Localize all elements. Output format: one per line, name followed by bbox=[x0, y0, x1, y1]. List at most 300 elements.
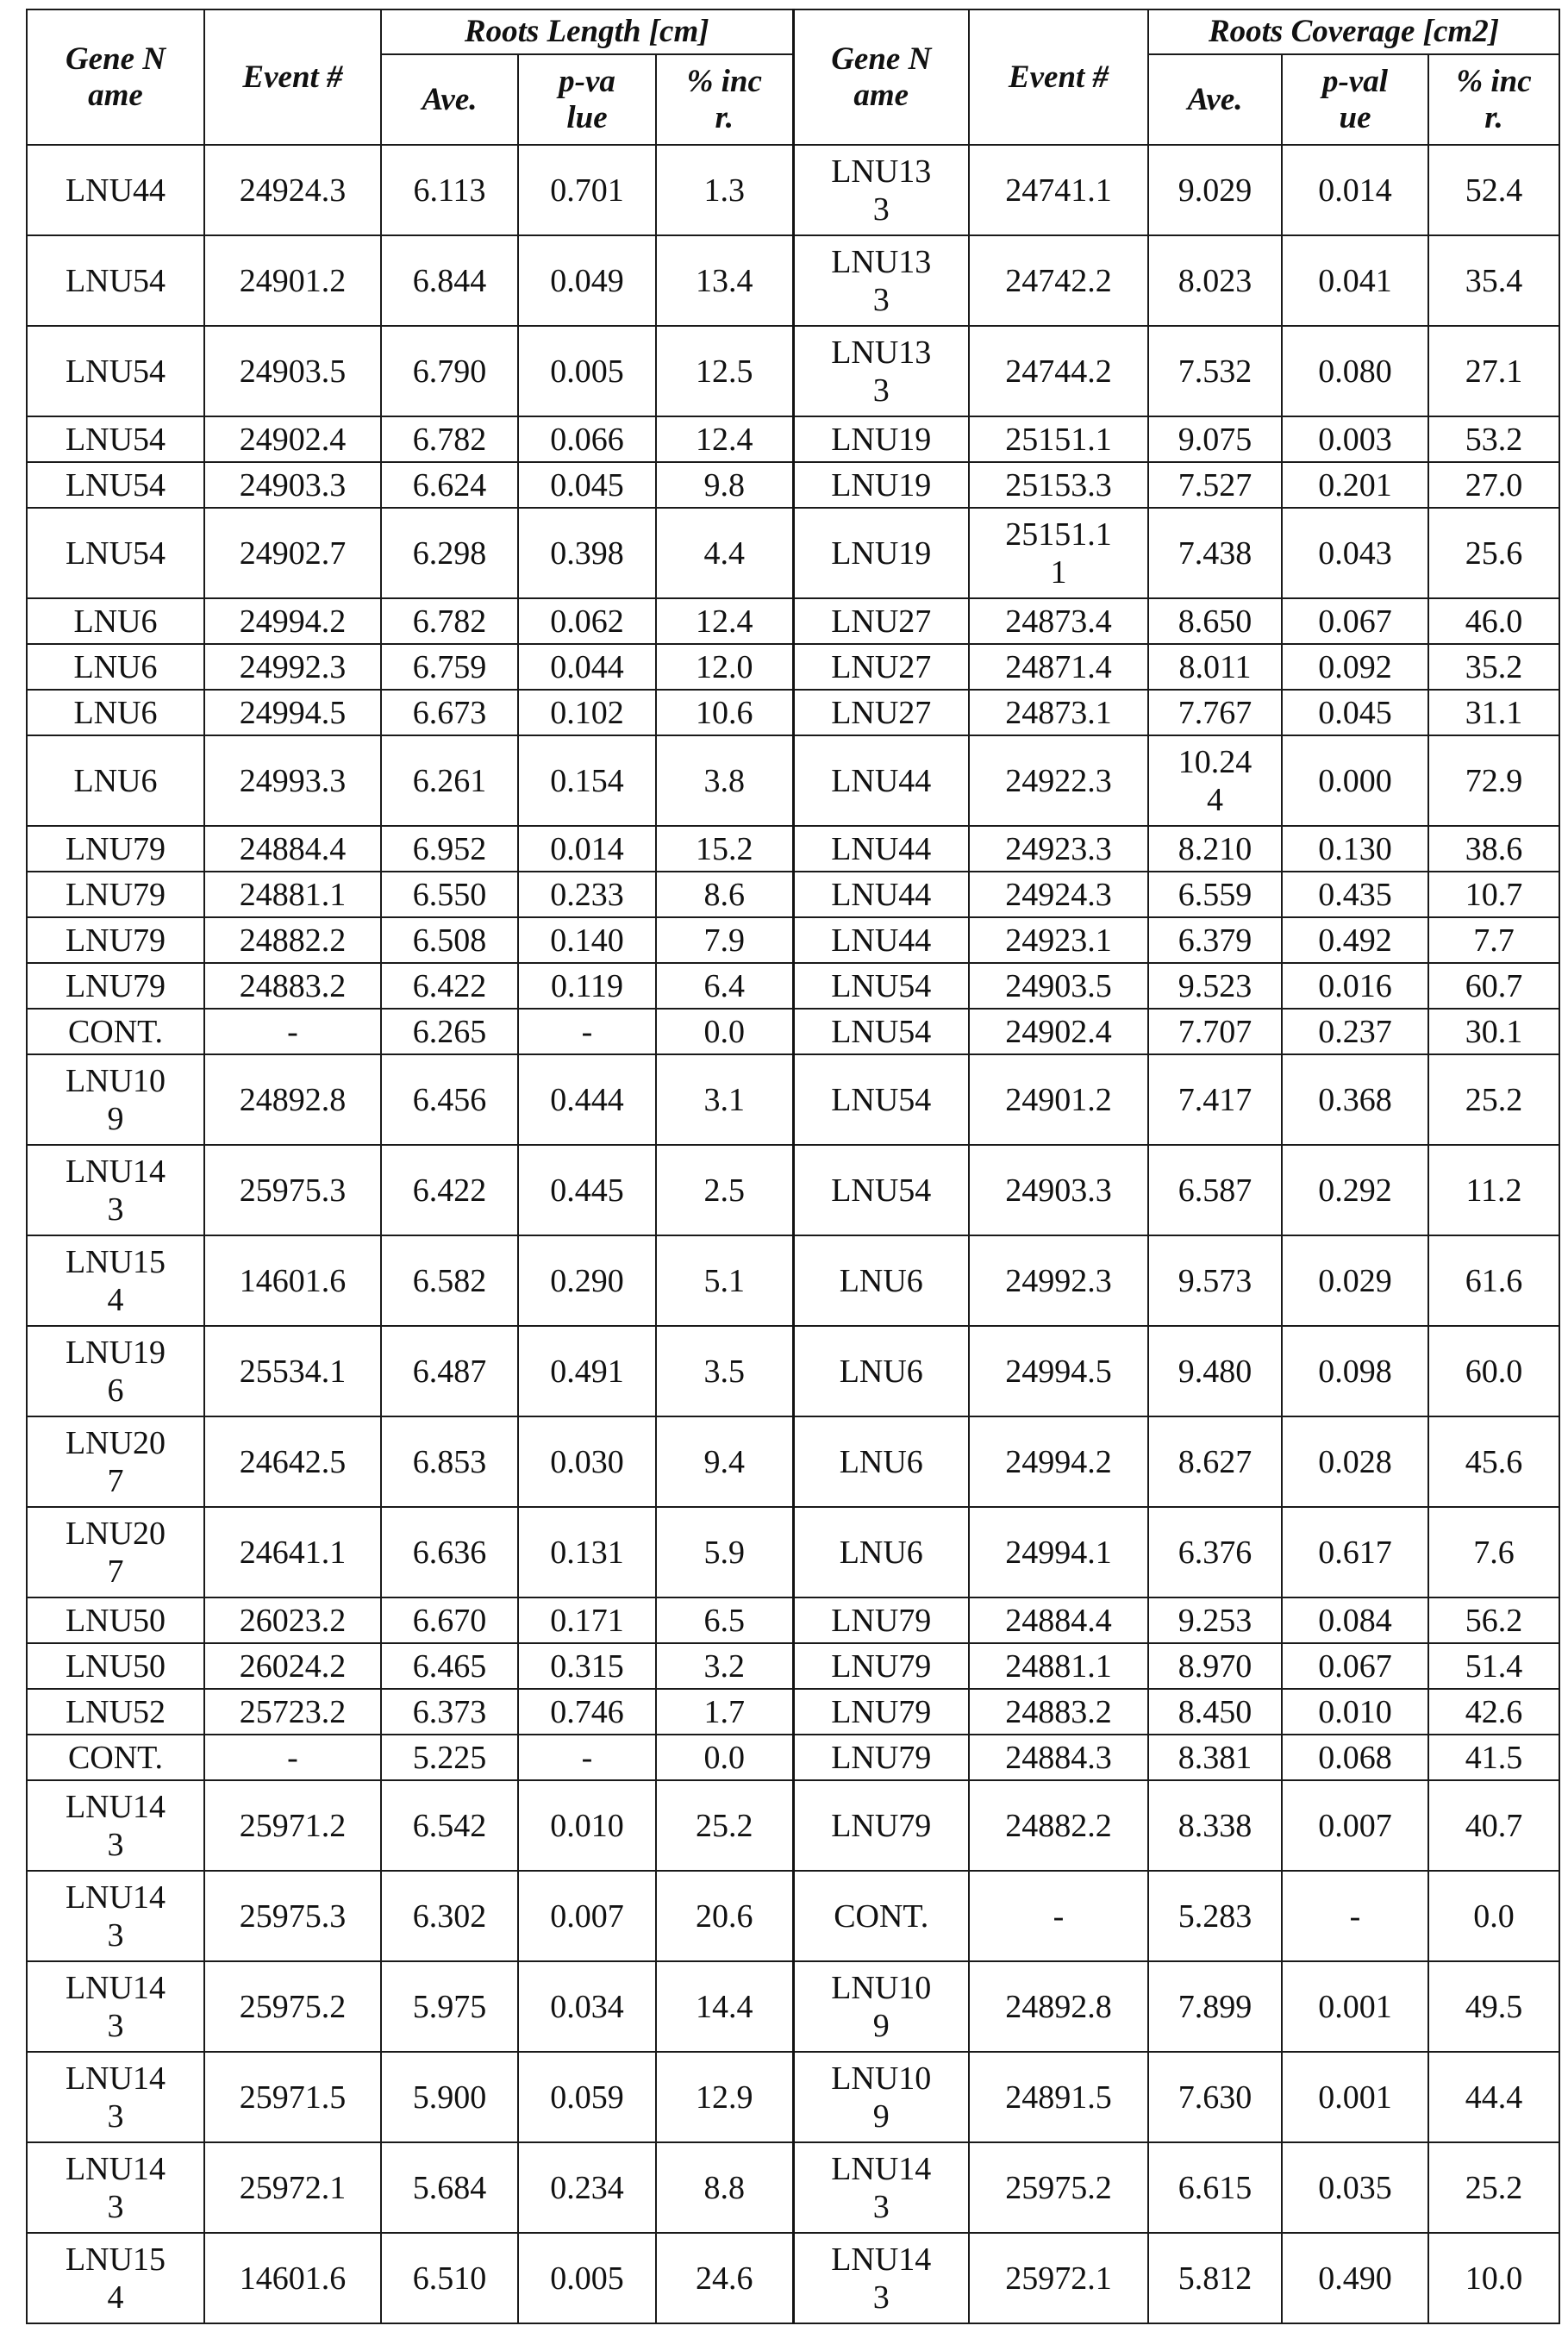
cell-left-event-number: 24883.2 bbox=[204, 963, 381, 1009]
cell-right-roots-coverage-pct-incr: 7.7 bbox=[1428, 917, 1559, 963]
cell-left-event-number: 24993.3 bbox=[204, 735, 381, 826]
cell-right-roots-coverage-p-value: 0.028 bbox=[1282, 1416, 1428, 1507]
cell-left-gene-name: LNU79 bbox=[27, 826, 204, 872]
cell-right-event-number: 24922.3 bbox=[969, 735, 1148, 826]
cell-right-event-number: 24903.3 bbox=[969, 1145, 1148, 1235]
cell-left-gene-name: CONT. bbox=[27, 1735, 204, 1780]
cell-right-roots-coverage-p-value: 0.016 bbox=[1282, 963, 1428, 1009]
cell-right-roots-coverage-p-value: 0.368 bbox=[1282, 1054, 1428, 1145]
cell-right-roots-coverage-ave: 9.029 bbox=[1148, 145, 1282, 235]
cell-left-event-number: 24992.3 bbox=[204, 644, 381, 690]
cell-left-roots-length-p-value: 0.701 bbox=[518, 145, 656, 235]
cell-left-roots-length-p-value: 0.045 bbox=[518, 462, 656, 508]
cell-left-roots-length-p-value: 0.066 bbox=[518, 416, 656, 462]
results-table bbox=[26, 9, 1560, 2324]
table-row bbox=[27, 326, 1559, 416]
cell-left-event-number: 24903.5 bbox=[204, 326, 381, 416]
cell-right-gene-name: LNU6 bbox=[793, 1507, 969, 1597]
cell-left-roots-length-pct-incr: 2.5 bbox=[656, 1145, 793, 1235]
cell-right-roots-coverage-ave: 7.532 bbox=[1148, 326, 1282, 416]
cell-right-roots-coverage-pct-incr: 7.6 bbox=[1428, 1507, 1559, 1597]
cell-left-roots-length-pct-incr: 9.4 bbox=[656, 1416, 793, 1507]
cell-left-roots-length-pct-incr: 4.4 bbox=[656, 508, 793, 598]
table-row bbox=[27, 1871, 1559, 1961]
cell-right-roots-coverage-p-value: 0.201 bbox=[1282, 462, 1428, 508]
table-row bbox=[27, 1145, 1559, 1235]
cell-right-roots-coverage-p-value: 0.080 bbox=[1282, 326, 1428, 416]
cell-left-gene-name: LNU44 bbox=[27, 145, 204, 235]
cell-left-roots-length-pct-incr: 12.4 bbox=[656, 598, 793, 644]
table-row bbox=[27, 2142, 1559, 2233]
cell-left-roots-length-p-value: 0.140 bbox=[518, 917, 656, 963]
cell-right-roots-coverage-pct-incr: 44.4 bbox=[1428, 2052, 1559, 2142]
cell-right-roots-coverage-pct-incr: 72.9 bbox=[1428, 735, 1559, 826]
cell-right-event-number: 24883.2 bbox=[969, 1689, 1148, 1735]
cell-left-gene-name: LNU79 bbox=[27, 872, 204, 917]
table-row bbox=[27, 690, 1559, 735]
header-gene-name-left: Gene Name bbox=[27, 9, 204, 145]
cell-right-gene-name: LNU27 bbox=[793, 690, 969, 735]
cell-right-roots-coverage-ave: 5.283 bbox=[1148, 1871, 1282, 1961]
cell-right-event-number: 24884.3 bbox=[969, 1735, 1148, 1780]
cell-right-roots-coverage-pct-incr: 45.6 bbox=[1428, 1416, 1559, 1507]
cell-right-gene-name: LNU54 bbox=[793, 1009, 969, 1054]
cell-left-event-number: 25971.2 bbox=[204, 1780, 381, 1871]
cell-right-gene-name: LNU19 bbox=[793, 508, 969, 598]
cell-right-gene-name: LNU54 bbox=[793, 1145, 969, 1235]
cell-right-gene-name: LNU54 bbox=[793, 1054, 969, 1145]
cell-right-roots-coverage-p-value: 0.043 bbox=[1282, 508, 1428, 598]
table-row bbox=[27, 1235, 1559, 1326]
cell-right-roots-coverage-p-value: 0.435 bbox=[1282, 872, 1428, 917]
cell-right-gene-name: LNU19 bbox=[793, 416, 969, 462]
cell-left-event-number: - bbox=[204, 1009, 381, 1054]
cell-right-event-number: 24994.5 bbox=[969, 1326, 1148, 1416]
cell-right-event-number: 24901.2 bbox=[969, 1054, 1148, 1145]
cell-left-roots-length-ave: 6.298 bbox=[381, 508, 518, 598]
cell-right-roots-coverage-ave: 5.812 bbox=[1148, 2233, 1282, 2323]
cell-right-roots-coverage-pct-incr: 52.4 bbox=[1428, 145, 1559, 235]
cell-left-event-number: 26024.2 bbox=[204, 1643, 381, 1689]
header-ave-right: Ave. bbox=[1148, 54, 1282, 145]
cell-right-gene-name: LNU79 bbox=[793, 1689, 969, 1735]
cell-left-event-number: 24641.1 bbox=[204, 1507, 381, 1597]
cell-right-roots-coverage-p-value: 0.035 bbox=[1282, 2142, 1428, 2233]
cell-right-roots-coverage-ave: 7.767 bbox=[1148, 690, 1282, 735]
cell-right-gene-name: LNU44 bbox=[793, 917, 969, 963]
cell-right-roots-coverage-pct-incr: 41.5 bbox=[1428, 1735, 1559, 1780]
cell-right-roots-coverage-pct-incr: 60.7 bbox=[1428, 963, 1559, 1009]
cell-left-roots-length-ave: 6.782 bbox=[381, 598, 518, 644]
table-header bbox=[27, 9, 1559, 145]
cell-right-roots-coverage-p-value: 0.067 bbox=[1282, 1643, 1428, 1689]
cell-left-gene-name: LNU54 bbox=[27, 235, 204, 326]
cell-right-roots-coverage-ave: 6.587 bbox=[1148, 1145, 1282, 1235]
cell-left-roots-length-ave: 6.456 bbox=[381, 1054, 518, 1145]
cell-right-roots-coverage-pct-incr: 25.6 bbox=[1428, 508, 1559, 598]
cell-right-event-number: 24741.1 bbox=[969, 145, 1148, 235]
cell-left-event-number: 24903.3 bbox=[204, 462, 381, 508]
cell-left-roots-length-pct-incr: 12.4 bbox=[656, 416, 793, 462]
cell-right-event-number: 24882.2 bbox=[969, 1780, 1148, 1871]
cell-right-roots-coverage-pct-incr: 56.2 bbox=[1428, 1597, 1559, 1643]
cell-right-roots-coverage-pct-incr: 61.6 bbox=[1428, 1235, 1559, 1326]
header-pct-incr-right: % incr. bbox=[1428, 54, 1559, 145]
cell-right-roots-coverage-pct-incr: 35.4 bbox=[1428, 235, 1559, 326]
cell-left-gene-name: LNU6 bbox=[27, 644, 204, 690]
cell-right-roots-coverage-ave: 8.627 bbox=[1148, 1416, 1282, 1507]
header-gene-name-right: Gene Name bbox=[793, 9, 969, 145]
cell-right-gene-name: LNU44 bbox=[793, 872, 969, 917]
cell-left-roots-length-p-value: 0.014 bbox=[518, 826, 656, 872]
cell-left-roots-length-ave: 6.782 bbox=[381, 416, 518, 462]
header-pct-incr-left: % incr. bbox=[656, 54, 793, 145]
cell-left-event-number: 24882.2 bbox=[204, 917, 381, 963]
cell-right-roots-coverage-ave: 6.379 bbox=[1148, 917, 1282, 963]
header-roots-length-group: Roots Length [cm] bbox=[381, 9, 793, 54]
cell-left-event-number: 25972.1 bbox=[204, 2142, 381, 2233]
cell-right-event-number: 25975.2 bbox=[969, 2142, 1148, 2233]
cell-right-roots-coverage-ave: 9.573 bbox=[1148, 1235, 1282, 1326]
cell-left-event-number: 24902.7 bbox=[204, 508, 381, 598]
cell-right-roots-coverage-p-value: 0.014 bbox=[1282, 145, 1428, 235]
cell-right-roots-coverage-pct-incr: 25.2 bbox=[1428, 2142, 1559, 2233]
cell-right-event-number: 24892.8 bbox=[969, 1961, 1148, 2052]
cell-left-roots-length-ave: 6.422 bbox=[381, 1145, 518, 1235]
cell-left-event-number: 24884.4 bbox=[204, 826, 381, 872]
cell-right-roots-coverage-pct-incr: 42.6 bbox=[1428, 1689, 1559, 1735]
cell-left-roots-length-ave: 6.508 bbox=[381, 917, 518, 963]
cell-left-roots-length-pct-incr: 3.8 bbox=[656, 735, 793, 826]
table-row bbox=[27, 2233, 1559, 2323]
cell-left-event-number: 26023.2 bbox=[204, 1597, 381, 1643]
cell-right-roots-coverage-pct-incr: 25.2 bbox=[1428, 1054, 1559, 1145]
cell-right-roots-coverage-pct-incr: 30.1 bbox=[1428, 1009, 1559, 1054]
cell-right-roots-coverage-ave: 8.210 bbox=[1148, 826, 1282, 872]
cell-left-roots-length-pct-incr: 12.9 bbox=[656, 2052, 793, 2142]
cell-left-event-number: 24924.3 bbox=[204, 145, 381, 235]
cell-left-roots-length-p-value: 0.233 bbox=[518, 872, 656, 917]
cell-left-gene-name: CONT. bbox=[27, 1009, 204, 1054]
cell-left-roots-length-pct-incr: 15.2 bbox=[656, 826, 793, 872]
cell-right-event-number: 24924.3 bbox=[969, 872, 1148, 917]
table-row bbox=[27, 963, 1559, 1009]
cell-right-roots-coverage-ave: 9.075 bbox=[1148, 416, 1282, 462]
cell-right-gene-name: LNU44 bbox=[793, 735, 969, 826]
cell-left-roots-length-pct-incr: 6.5 bbox=[656, 1597, 793, 1643]
cell-left-gene-name: LNU50 bbox=[27, 1597, 204, 1643]
cell-right-event-number: 25151.1 bbox=[969, 416, 1148, 462]
cell-left-event-number: 24642.5 bbox=[204, 1416, 381, 1507]
cell-left-roots-length-ave: 6.465 bbox=[381, 1643, 518, 1689]
cell-right-gene-name: LNU133 bbox=[793, 326, 969, 416]
cell-right-roots-coverage-pct-incr: 40.7 bbox=[1428, 1780, 1559, 1871]
cell-left-roots-length-ave: 6.844 bbox=[381, 235, 518, 326]
cell-left-roots-length-pct-incr: 1.7 bbox=[656, 1689, 793, 1735]
cell-right-event-number: 24873.1 bbox=[969, 690, 1148, 735]
cell-left-gene-name: LNU207 bbox=[27, 1416, 204, 1507]
cell-left-roots-length-ave: 6.261 bbox=[381, 735, 518, 826]
cell-right-gene-name: LNU27 bbox=[793, 598, 969, 644]
cell-left-event-number: 24901.2 bbox=[204, 235, 381, 326]
cell-right-roots-coverage-p-value: 0.003 bbox=[1282, 416, 1428, 462]
cell-right-roots-coverage-ave: 8.023 bbox=[1148, 235, 1282, 326]
table-row bbox=[27, 644, 1559, 690]
cell-right-roots-coverage-p-value: 0.041 bbox=[1282, 235, 1428, 326]
cell-right-roots-coverage-p-value: 0.068 bbox=[1282, 1735, 1428, 1780]
cell-right-event-number: 24884.4 bbox=[969, 1597, 1148, 1643]
cell-right-roots-coverage-p-value: 0.001 bbox=[1282, 2052, 1428, 2142]
cell-left-roots-length-pct-incr: 7.9 bbox=[656, 917, 793, 963]
cell-left-roots-length-ave: 5.975 bbox=[381, 1961, 518, 2052]
cell-left-roots-length-p-value: 0.034 bbox=[518, 1961, 656, 2052]
cell-right-event-number: 24994.1 bbox=[969, 1507, 1148, 1597]
cell-right-roots-coverage-pct-incr: 49.5 bbox=[1428, 1961, 1559, 2052]
cell-right-gene-name: LNU79 bbox=[793, 1735, 969, 1780]
cell-right-roots-coverage-pct-incr: 27.1 bbox=[1428, 326, 1559, 416]
cell-left-event-number: 14601.6 bbox=[204, 1235, 381, 1326]
cell-right-event-number: 24891.5 bbox=[969, 2052, 1148, 2142]
cell-left-event-number: 14601.6 bbox=[204, 2233, 381, 2323]
cell-right-roots-coverage-pct-incr: 35.2 bbox=[1428, 644, 1559, 690]
cell-left-gene-name: LNU154 bbox=[27, 2233, 204, 2323]
table-row bbox=[27, 917, 1559, 963]
cell-left-roots-length-pct-incr: 3.5 bbox=[656, 1326, 793, 1416]
cell-right-roots-coverage-p-value: 0.029 bbox=[1282, 1235, 1428, 1326]
cell-right-event-number: 24873.4 bbox=[969, 598, 1148, 644]
cell-left-roots-length-pct-incr: 3.2 bbox=[656, 1643, 793, 1689]
cell-left-event-number: - bbox=[204, 1735, 381, 1780]
cell-right-gene-name: LNU79 bbox=[793, 1597, 969, 1643]
cell-left-roots-length-pct-incr: 3.1 bbox=[656, 1054, 793, 1145]
table-row bbox=[27, 1507, 1559, 1597]
cell-left-roots-length-p-value: 0.044 bbox=[518, 644, 656, 690]
cell-left-roots-length-pct-incr: 12.5 bbox=[656, 326, 793, 416]
cell-right-roots-coverage-pct-incr: 27.0 bbox=[1428, 462, 1559, 508]
cell-right-roots-coverage-ave: 9.523 bbox=[1148, 963, 1282, 1009]
cell-right-roots-coverage-ave: 6.615 bbox=[1148, 2142, 1282, 2233]
cell-left-event-number: 24881.1 bbox=[204, 872, 381, 917]
header-event-left: Event # bbox=[204, 9, 381, 145]
cell-left-roots-length-pct-incr: 1.3 bbox=[656, 145, 793, 235]
cell-right-roots-coverage-pct-incr: 10.7 bbox=[1428, 872, 1559, 917]
cell-right-gene-name: LNU109 bbox=[793, 2052, 969, 2142]
cell-right-gene-name: CONT. bbox=[793, 1871, 969, 1961]
cell-right-roots-coverage-ave: 9.253 bbox=[1148, 1597, 1282, 1643]
cell-left-roots-length-ave: 6.624 bbox=[381, 462, 518, 508]
cell-right-roots-coverage-ave: 6.376 bbox=[1148, 1507, 1282, 1597]
cell-right-gene-name: LNU6 bbox=[793, 1326, 969, 1416]
cell-left-roots-length-pct-incr: 20.6 bbox=[656, 1871, 793, 1961]
cell-left-gene-name: LNU54 bbox=[27, 326, 204, 416]
cell-left-event-number: 24902.4 bbox=[204, 416, 381, 462]
cell-right-event-number: 24902.4 bbox=[969, 1009, 1148, 1054]
cell-right-event-number: 24871.4 bbox=[969, 644, 1148, 690]
cell-left-roots-length-p-value: 0.171 bbox=[518, 1597, 656, 1643]
table-row bbox=[27, 1416, 1559, 1507]
cell-right-event-number: 24994.2 bbox=[969, 1416, 1148, 1507]
cell-right-roots-coverage-pct-incr: 31.1 bbox=[1428, 690, 1559, 735]
header-p-value-right: p-value bbox=[1282, 54, 1428, 145]
cell-right-roots-coverage-ave: 10.244 bbox=[1148, 735, 1282, 826]
cell-left-event-number: 24994.2 bbox=[204, 598, 381, 644]
cell-left-roots-length-ave: 6.487 bbox=[381, 1326, 518, 1416]
table-row bbox=[27, 462, 1559, 508]
cell-right-roots-coverage-p-value: 0.292 bbox=[1282, 1145, 1428, 1235]
cell-left-roots-length-ave: 6.670 bbox=[381, 1597, 518, 1643]
cell-left-roots-length-ave: 6.673 bbox=[381, 690, 518, 735]
cell-right-roots-coverage-ave: 8.338 bbox=[1148, 1780, 1282, 1871]
cell-right-roots-coverage-ave: 7.899 bbox=[1148, 1961, 1282, 2052]
cell-left-roots-length-ave: 6.853 bbox=[381, 1416, 518, 1507]
cell-left-event-number: 25971.5 bbox=[204, 2052, 381, 2142]
cell-right-roots-coverage-pct-incr: 10.0 bbox=[1428, 2233, 1559, 2323]
table-row bbox=[27, 235, 1559, 326]
table-row bbox=[27, 1597, 1559, 1643]
cell-right-roots-coverage-ave: 6.559 bbox=[1148, 872, 1282, 917]
table-row bbox=[27, 1643, 1559, 1689]
cell-left-roots-length-ave: 6.582 bbox=[381, 1235, 518, 1326]
cell-left-roots-length-p-value: 0.154 bbox=[518, 735, 656, 826]
table-row bbox=[27, 416, 1559, 462]
cell-right-roots-coverage-ave: 7.707 bbox=[1148, 1009, 1282, 1054]
cell-left-roots-length-p-value: 0.491 bbox=[518, 1326, 656, 1416]
cell-left-roots-length-pct-incr: 13.4 bbox=[656, 235, 793, 326]
table-row bbox=[27, 2052, 1559, 2142]
cell-right-gene-name: LNU143 bbox=[793, 2233, 969, 2323]
cell-left-event-number: 25534.1 bbox=[204, 1326, 381, 1416]
cell-right-gene-name: LNU19 bbox=[793, 462, 969, 508]
cell-left-event-number: 25975.3 bbox=[204, 1871, 381, 1961]
cell-left-gene-name: LNU50 bbox=[27, 1643, 204, 1689]
cell-left-gene-name: LNU143 bbox=[27, 1145, 204, 1235]
cell-left-gene-name: LNU207 bbox=[27, 1507, 204, 1597]
cell-right-event-number: 24923.3 bbox=[969, 826, 1148, 872]
cell-left-roots-length-p-value: 0.010 bbox=[518, 1780, 656, 1871]
cell-left-roots-length-p-value: 0.445 bbox=[518, 1145, 656, 1235]
cell-left-gene-name: LNU54 bbox=[27, 416, 204, 462]
cell-left-roots-length-ave: 6.636 bbox=[381, 1507, 518, 1597]
cell-right-roots-coverage-p-value: 0.092 bbox=[1282, 644, 1428, 690]
cell-left-roots-length-pct-incr: 12.0 bbox=[656, 644, 793, 690]
cell-left-gene-name: LNU143 bbox=[27, 2142, 204, 2233]
cell-left-roots-length-p-value: - bbox=[518, 1735, 656, 1780]
cell-left-event-number: 25723.2 bbox=[204, 1689, 381, 1735]
cell-right-gene-name: LNU109 bbox=[793, 1961, 969, 2052]
cell-left-roots-length-p-value: 0.131 bbox=[518, 1507, 656, 1597]
table-row bbox=[27, 1009, 1559, 1054]
cell-left-roots-length-pct-incr: 14.4 bbox=[656, 1961, 793, 2052]
cell-left-roots-length-p-value: 0.049 bbox=[518, 235, 656, 326]
cell-right-roots-coverage-ave: 7.438 bbox=[1148, 508, 1282, 598]
cell-right-event-number: 24881.1 bbox=[969, 1643, 1148, 1689]
table-row bbox=[27, 872, 1559, 917]
cell-right-event-number: 24742.2 bbox=[969, 235, 1148, 326]
cell-left-gene-name: LNU6 bbox=[27, 735, 204, 826]
cell-left-roots-length-pct-incr: 5.9 bbox=[656, 1507, 793, 1597]
cell-left-roots-length-ave: 6.113 bbox=[381, 145, 518, 235]
cell-left-roots-length-p-value: - bbox=[518, 1009, 656, 1054]
cell-right-gene-name: LNU79 bbox=[793, 1643, 969, 1689]
cell-right-roots-coverage-p-value: 0.237 bbox=[1282, 1009, 1428, 1054]
cell-right-gene-name: LNU27 bbox=[793, 644, 969, 690]
cell-left-roots-length-pct-incr: 0.0 bbox=[656, 1735, 793, 1780]
cell-left-gene-name: LNU52 bbox=[27, 1689, 204, 1735]
cell-left-roots-length-pct-incr: 0.0 bbox=[656, 1009, 793, 1054]
cell-left-roots-length-pct-incr: 6.4 bbox=[656, 963, 793, 1009]
cell-right-roots-coverage-p-value: - bbox=[1282, 1871, 1428, 1961]
table-row bbox=[27, 1780, 1559, 1871]
cell-right-roots-coverage-pct-incr: 38.6 bbox=[1428, 826, 1559, 872]
cell-left-roots-length-ave: 6.550 bbox=[381, 872, 518, 917]
table-row bbox=[27, 1326, 1559, 1416]
cell-right-roots-coverage-pct-incr: 46.0 bbox=[1428, 598, 1559, 644]
table-row bbox=[27, 826, 1559, 872]
cell-right-roots-coverage-p-value: 0.492 bbox=[1282, 917, 1428, 963]
cell-right-event-number: 24903.5 bbox=[969, 963, 1148, 1009]
cell-left-roots-length-ave: 6.373 bbox=[381, 1689, 518, 1735]
cell-left-gene-name: LNU143 bbox=[27, 1871, 204, 1961]
table-row bbox=[27, 1689, 1559, 1735]
cell-left-roots-length-p-value: 0.102 bbox=[518, 690, 656, 735]
cell-right-roots-coverage-p-value: 0.130 bbox=[1282, 826, 1428, 872]
cell-right-gene-name: LNU44 bbox=[793, 826, 969, 872]
cell-right-roots-coverage-p-value: 0.010 bbox=[1282, 1689, 1428, 1735]
table-row bbox=[27, 508, 1559, 598]
cell-right-roots-coverage-ave: 7.527 bbox=[1148, 462, 1282, 508]
cell-right-roots-coverage-p-value: 0.617 bbox=[1282, 1507, 1428, 1597]
table-row bbox=[27, 145, 1559, 235]
cell-left-gene-name: LNU154 bbox=[27, 1235, 204, 1326]
header-p-value-left: p-value bbox=[518, 54, 656, 145]
cell-right-gene-name: LNU133 bbox=[793, 235, 969, 326]
cell-right-roots-coverage-pct-incr: 11.2 bbox=[1428, 1145, 1559, 1235]
cell-right-roots-coverage-ave: 9.480 bbox=[1148, 1326, 1282, 1416]
cell-left-roots-length-ave: 6.510 bbox=[381, 2233, 518, 2323]
cell-left-gene-name: LNU6 bbox=[27, 598, 204, 644]
cell-right-roots-coverage-ave: 8.650 bbox=[1148, 598, 1282, 644]
cell-left-gene-name: LNU6 bbox=[27, 690, 204, 735]
cell-left-roots-length-p-value: 0.005 bbox=[518, 326, 656, 416]
cell-right-roots-coverage-pct-incr: 60.0 bbox=[1428, 1326, 1559, 1416]
cell-left-roots-length-p-value: 0.398 bbox=[518, 508, 656, 598]
cell-left-roots-length-ave: 6.790 bbox=[381, 326, 518, 416]
cell-right-roots-coverage-ave: 8.970 bbox=[1148, 1643, 1282, 1689]
cell-right-event-number: 24992.3 bbox=[969, 1235, 1148, 1326]
cell-left-roots-length-p-value: 0.119 bbox=[518, 963, 656, 1009]
cell-right-roots-coverage-ave: 8.381 bbox=[1148, 1735, 1282, 1780]
cell-left-roots-length-p-value: 0.290 bbox=[518, 1235, 656, 1326]
cell-right-roots-coverage-p-value: 0.045 bbox=[1282, 690, 1428, 735]
cell-right-roots-coverage-p-value: 0.098 bbox=[1282, 1326, 1428, 1416]
cell-left-roots-length-p-value: 0.030 bbox=[518, 1416, 656, 1507]
cell-right-roots-coverage-ave: 8.011 bbox=[1148, 644, 1282, 690]
cell-left-roots-length-p-value: 0.746 bbox=[518, 1689, 656, 1735]
cell-right-roots-coverage-pct-incr: 53.2 bbox=[1428, 416, 1559, 462]
cell-right-roots-coverage-ave: 8.450 bbox=[1148, 1689, 1282, 1735]
cell-left-roots-length-ave: 6.302 bbox=[381, 1871, 518, 1961]
cell-left-roots-length-p-value: 0.005 bbox=[518, 2233, 656, 2323]
cell-left-gene-name: LNU54 bbox=[27, 462, 204, 508]
cell-left-gene-name: LNU196 bbox=[27, 1326, 204, 1416]
cell-left-roots-length-ave: 6.422 bbox=[381, 963, 518, 1009]
cell-left-roots-length-p-value: 0.315 bbox=[518, 1643, 656, 1689]
table-row bbox=[27, 598, 1559, 644]
cell-left-roots-length-pct-incr: 8.8 bbox=[656, 2142, 793, 2233]
cell-left-gene-name: LNU54 bbox=[27, 508, 204, 598]
cell-right-roots-coverage-p-value: 0.067 bbox=[1282, 598, 1428, 644]
cell-left-roots-length-pct-incr: 9.8 bbox=[656, 462, 793, 508]
